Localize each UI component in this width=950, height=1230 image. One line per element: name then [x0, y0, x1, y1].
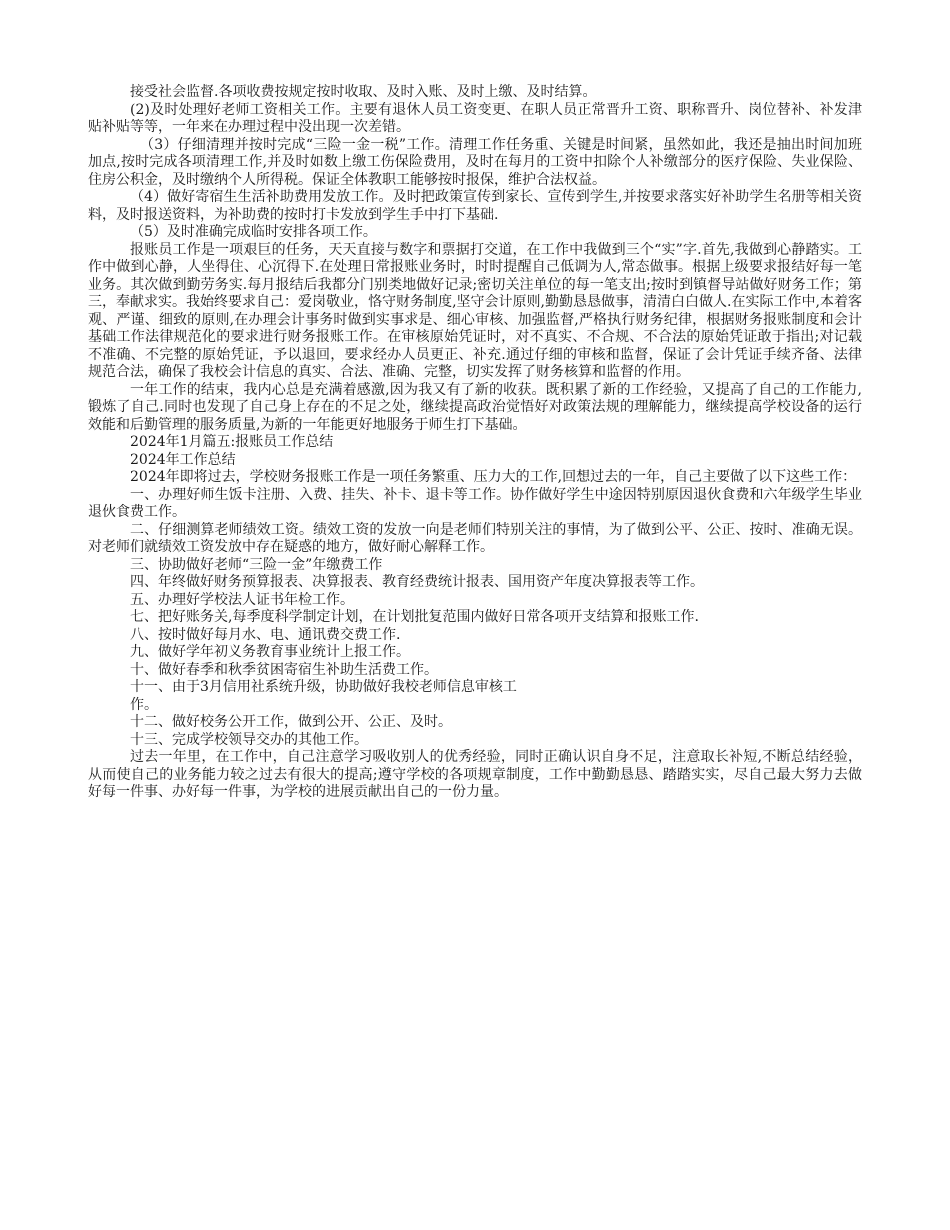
list-item: 十一、由于3月信用社系统升级，协助做好我校老师信息审核工 [130, 679, 517, 695]
paragraph: （4）做好寄宿生生活补助费用发放工作。及时把政策宣传到家长、宣传到学生,并按要求落实好补助学生名册等相关资料，及时报送资料，为补助费的按时打卡发放到学生手中打下基础. [88, 189, 862, 223]
list-item: 七、把好账务关,每季度科学制定计划，在计划批复范围内做好日常各项开支结算和报账工作. [130, 609, 699, 625]
paragraph: （3）仔细清理并按时完成“三险一金一税”工作。清理工作任务重、关键是时间紧，虽然如此，我还是抽出时间加班加点,按时完成各项清理工作,并及时如数上缴工伤保险费用，及时在每月的工资中扣除个人补缴部分的医疗保险、失业保险、住房公积金，及时缴纳个人所得税。保证全体教职工能够按时报保，维护合法权益。 [88, 136, 862, 188]
paragraph: 接受社会监督.各项收费按规定按时收取、及时入账、及时上缴、及时结算。 [130, 84, 597, 100]
paragraph: 一年工作的结束，我内心总是充满着感激,因为我又有了新的收获。既积累了新的工作经验，又提高了自己的工作能力,锻炼了自己.同时也发现了自己身上存在的不足之处，继续提高政治觉悟好对政策法规的理解能力，继续提高学校设备的运行效能和后勤管理的服务质量,为新的一年能更好地服务于师生打下基础。 [88, 381, 862, 433]
section-heading: 2024年工作总结 [130, 451, 236, 468]
list-item: 一、办理好师生饭卡注册、入费、挂失、补卡、退卡等工作。协作做好学生中途因特别原因退伙食费和六年级学生毕业退伙食费工作。 [88, 486, 862, 520]
paragraph: (2)及时处理好老师工资相关工作。主要有退休人员工资变更、在职人员正常晋升工资、职称晋升、岗位替补、补发津贴补贴等等，一年来在办理过程中没出现一次差错。 [88, 101, 862, 135]
paragraph: 2024年即将过去，学校财务报账工作是一项任务繁重、压力大的工作,回想过去的一年，自己主要做了以下这些工作： [130, 469, 857, 485]
paragraph: 过去一年里，在工作中，自己注意学习吸收别人的优秀经验，同时正确认识自身不足，注意取长补短,不断总结经验，从而使自己的业务能力较之过去有很大的提高;遵守学校的各项规章制度，工作中勤勤恳恳、踏踏实实，尽自己最大努力去做好每一件事、办好每一件事，为学校的进展贡献出自己的一份力量。 [88, 749, 862, 800]
paragraph: （5）及时准确完成临时安排各项工作。 [130, 224, 377, 240]
list-item: 三、协助做好老师“三险一金”年缴费工作 [130, 556, 383, 573]
paragraph: 报账员工作是一项艰巨的任务，天天直接与数字和票据打交道，在工作中我做到三个“实”字.首先,我做到心静踏实。工作中做到心静，人坐得住、心沉得下.在处理日常报账业务时，时时提醒自己低调为人,常态做事。根据上级要求报结好每一笔业务。其次做到勤劳务实.每月报结后我都分门别类地做好记录;密切关注单位的每一笔支出;按时到镇督导站做好财务工作；第三，奉献求实。我始终要求自己：爱岗敬业，恪守财务制度,坚守会计原则,勤勤恳恳做事，清清白白做人.在实际工作中,本着客观、严谨、细致的原则,在办理会计事务时做到实事求是、细心审核、加强监督,严格执行财务纪律，根据财务报账制度和会计基础工作法律规范化的要求进行财务报账工作。在审核原始凭证时，对不真实、不合规、不合法的原始凭证敢于指出;对记载不准确、不完整的原始凭证，予以退回，要求经办人员更正、补充.通过仔细的审核和监督，保证了会计凭证手续齐备、法律规范合法，确保了我校会计信息的真实、合法、准确、完整，切实发挥了财务核算和监督的作用。 [88, 241, 862, 380]
list-item: 十三、完成学校领导交办的其他工作。 [130, 731, 368, 748]
list-item: 九、做好学年初义务教育事业统计上报工作。 [130, 644, 410, 660]
list-item: 十、做好春季和秋季贫困寄宿生补助生活费工作。 [130, 661, 438, 678]
list-item: 五、办理好学校法人证书年检工作。 [130, 591, 354, 608]
document-body [88, 84, 862, 802]
list-item-continuation: 作。 [130, 696, 158, 713]
list-item: 八、按时做好每月水、电、通讯费交费工作. [130, 626, 401, 643]
section-heading: 2024年1月篇五:报账员工作总结 [130, 434, 334, 450]
list-item: 二、仔细测算老师绩效工资。绩效工资的发放一向是老师们特别关注的事情，为了做到公平、公正、按时、准确无误。对老师们就绩效工资发放中存在疑惑的地方，做好耐心解释工作。 [88, 521, 862, 555]
list-item: 十二、做好校务公开工作，做到公开、公正、及时。 [130, 714, 452, 730]
list-item: 四、年终做好财务预算报表、决算报表、教育经费统计报表、国用资产年度决算报表等工作。 [130, 574, 704, 590]
